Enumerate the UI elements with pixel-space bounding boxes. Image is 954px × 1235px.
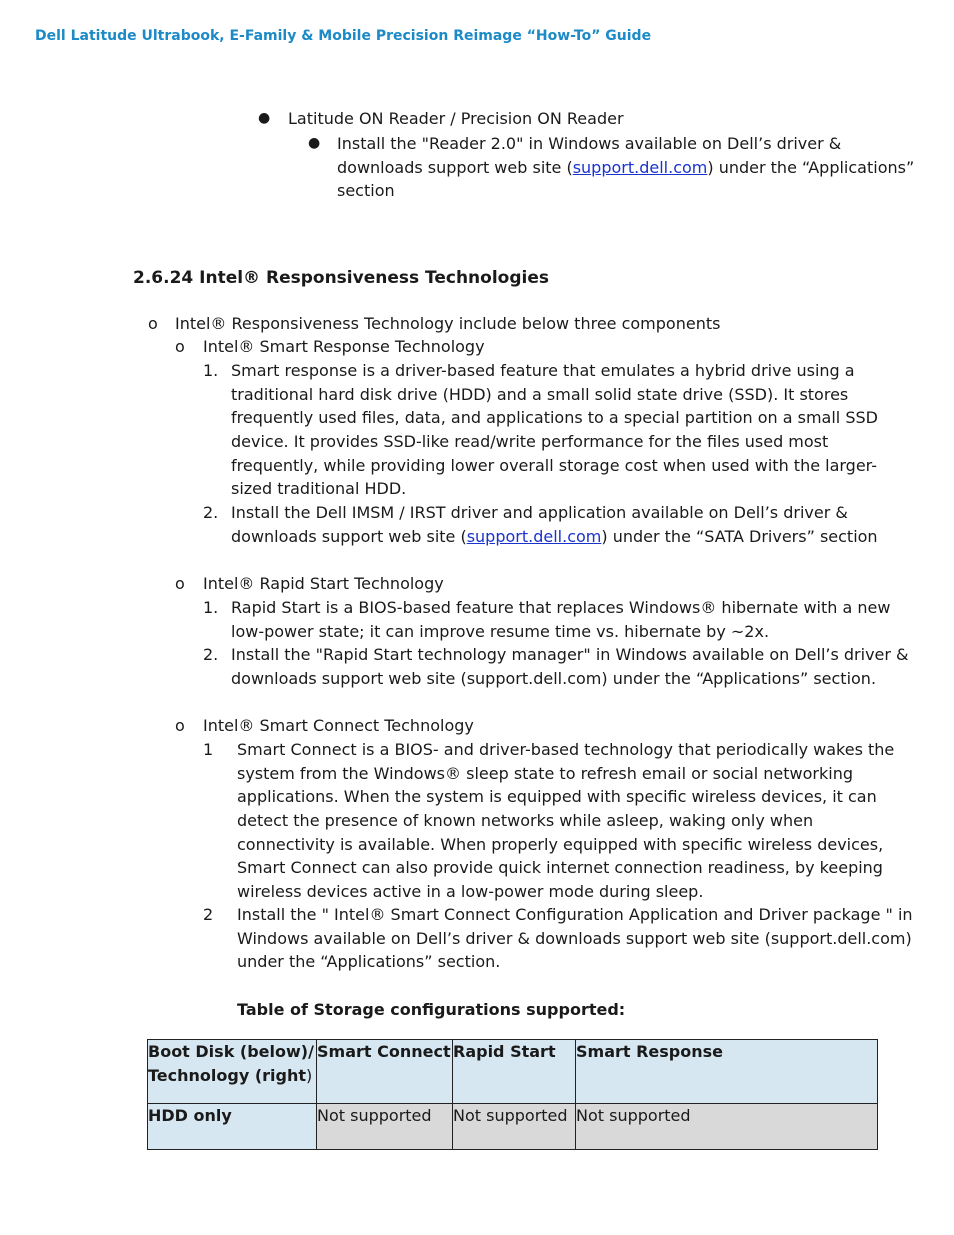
text-line: device. It provides SSD-like read/write performance for the files used most	[231, 432, 829, 452]
text-line: traditional hard disk drive (HDD) and a small solid state drive (SSD). It stores	[231, 384, 849, 404]
text-span: downloads support web site (	[231, 526, 467, 546]
text-line: low-power state; it can improve resume time vs. hibernate by ~2x.	[231, 621, 770, 641]
text-line: sized traditional HDD.	[231, 479, 407, 499]
table-header-cell	[148, 1040, 317, 1104]
smart-connect-item-2	[237, 903, 913, 974]
item-number: 2.	[203, 503, 219, 522]
text-line: wireless devices active in a low-power mode during sleep.	[237, 882, 704, 902]
section-heading: 2.6.24 Intel® Responsiveness Technologies	[133, 268, 549, 288]
smart-response-item-1	[231, 359, 878, 501]
reader-line-3: section	[337, 181, 395, 201]
list-marker: o	[175, 337, 185, 356]
item-number: 1.	[203, 598, 219, 617]
reader-install-text	[337, 132, 914, 203]
table-row	[148, 1104, 878, 1150]
smart-connect-item-1	[237, 738, 894, 904]
text-line: frequently, while providing lower overall storage cost when used with the larger-	[231, 455, 878, 475]
smart-connect-title: Intel® Smart Connect Technology	[203, 716, 474, 735]
reader-title: Latitude ON Reader / Precision ON Reader	[288, 109, 624, 128]
table-header-cell: Smart Response	[576, 1040, 878, 1104]
text-line: Smart response is a driver-based feature that emulates a hybrid drive using a	[231, 361, 855, 380]
reader-line-2-post: ) under the “Applications”	[707, 157, 915, 177]
bullet-dot-icon: ●	[308, 135, 321, 151]
page-header: Dell Latitude Ultrabook, E-Family & Mobile Precision Reimage “How-To” Guide	[35, 28, 652, 44]
text-line: downloads support web site (support.dell.com) under the “Applications” section.	[231, 668, 877, 688]
text-line: Install the " Intel® Smart Connect Configuration Application and Driver package " in	[237, 905, 913, 924]
smart-response-item-2	[231, 501, 878, 548]
text-line: system from the Windows® sleep state to refresh email or social networking	[237, 763, 853, 783]
list-marker: o	[148, 314, 158, 333]
storage-config-table	[147, 1039, 878, 1150]
text-line: applications. When the system is equipped with specific wireless devices, it can	[237, 787, 877, 807]
item-number: 1.	[203, 361, 219, 380]
item-number: 2.	[203, 645, 219, 664]
text-line: frequently used files, data, and applications to a special partition on a small SSD	[231, 408, 878, 428]
text-line: Smart Connect can also provide quick internet connection readiness, by keeping	[237, 858, 883, 878]
table-header-cell: Smart Connect	[317, 1040, 453, 1104]
reader-line-2	[337, 156, 914, 180]
table-row-label: HDD only	[148, 1104, 317, 1150]
text-line	[231, 525, 878, 549]
table-caption: Table of Storage configurations supported:	[237, 1000, 626, 1019]
rapid-start-item-2	[231, 643, 909, 690]
reader-line-2-pre: downloads support web site (	[337, 157, 573, 177]
text-line: Install the "Rapid Start technology manager" in Windows available on Dell’s driver &	[231, 645, 909, 664]
smart-response-title: Intel® Smart Response Technology	[203, 337, 485, 356]
header-line	[148, 1064, 316, 1088]
text-line: Rapid Start is a BIOS-based feature that replaces Windows® hibernate with a new	[231, 598, 891, 617]
header-text: Technology (right	[148, 1065, 307, 1085]
item-number: 1	[203, 740, 214, 759]
table-cell: Not supported	[453, 1104, 576, 1150]
header-line: Boot Disk (below)/	[148, 1042, 314, 1061]
text-line: detect the presence of known networks while asleep, waking only when	[237, 811, 814, 831]
text-line: Smart Connect is a BIOS- and driver-based technology that periodically wakes the	[237, 740, 895, 759]
bullet-dot-icon: ●	[258, 110, 271, 126]
table-header-row	[148, 1040, 878, 1104]
text-line: Install the Dell IMSM / IRST driver and application available on Dell’s driver &	[231, 503, 848, 522]
list-marker: o	[175, 716, 185, 735]
table-header-cell: Rapid Start	[453, 1040, 576, 1104]
reader-line-1: Install the "Reader 2.0" in Windows available on Dell’s driver &	[337, 134, 842, 153]
text-line: under the “Applications” section.	[237, 952, 501, 972]
text-line: Windows available on Dell’s driver & downloads support web site (support.dell.com)	[237, 928, 912, 948]
support-link[interactable]: support.dell.com	[572, 157, 708, 177]
text-span: ) under the “SATA Drivers” section	[601, 526, 878, 546]
text-line: connectivity is available. When properly equipped with specific wireless devices,	[237, 834, 884, 854]
list-marker: o	[175, 574, 185, 593]
item-number: 2	[203, 905, 214, 924]
table-cell: Not supported	[576, 1104, 878, 1150]
support-link[interactable]: support.dell.com	[466, 526, 602, 546]
table-cell: Not supported	[317, 1104, 453, 1150]
rapid-start-title: Intel® Rapid Start Technology	[203, 574, 444, 593]
rapid-start-item-1	[231, 596, 890, 643]
section-intro: Intel® Responsiveness Technology include below three components	[175, 314, 721, 333]
header-paren: )	[306, 1065, 313, 1085]
